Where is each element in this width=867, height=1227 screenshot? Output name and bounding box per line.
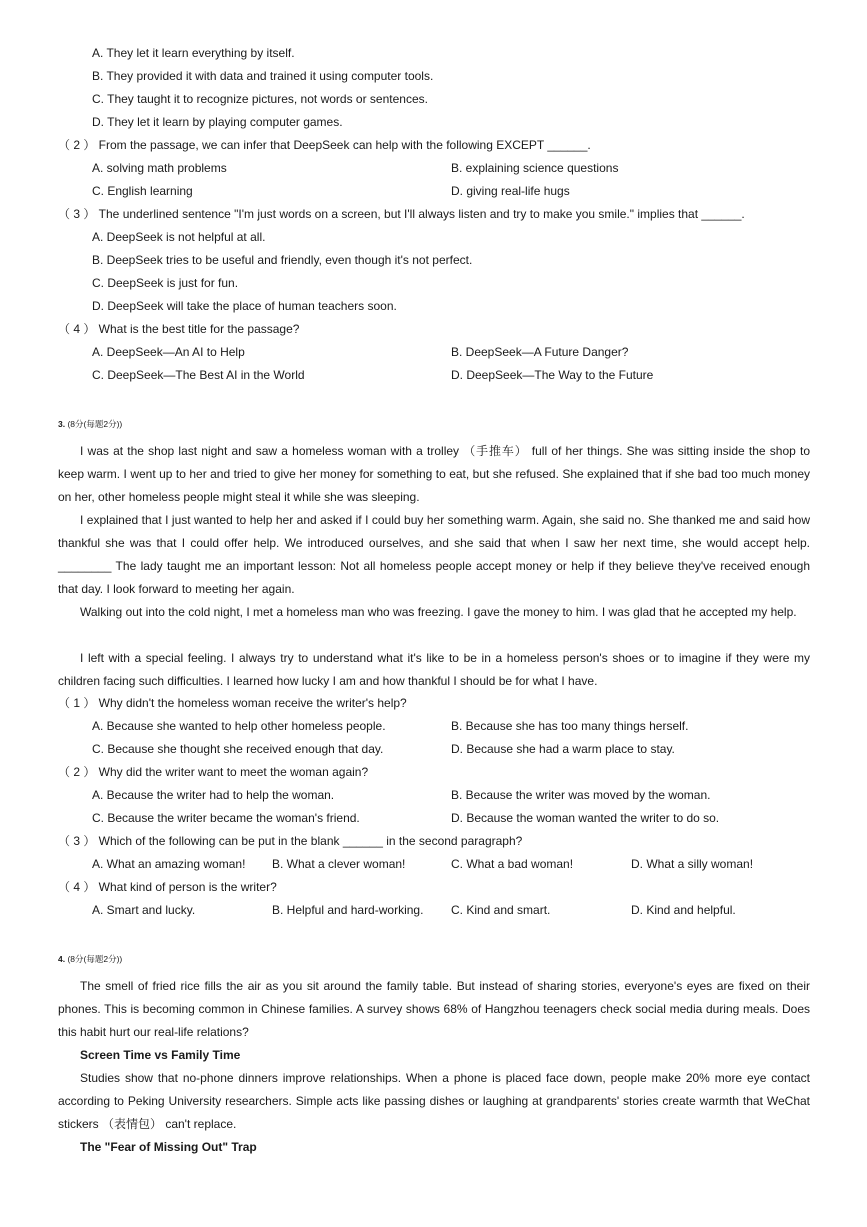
passage-paragraph: The smell of fried rice fills the air as you sit around the family table. But instead of sharing stories, everyone's eyes are fixed on their phones. This is becoming common in Chinese families. A survey shows 68% of Hangzhou teenagers check social media during meals. Does this habit hurt our real-life relations? (58, 979, 810, 1039)
passage-paragraph: I left with a special feeling. I always try to understand what it's like to be in a homeless person's shoes or to imagine if they were my children facing such difficulties. I learned how lucky I am and how thankful I should be for what I have. (58, 651, 810, 688)
option-a: A. They let it learn everything by itself. (92, 46, 295, 60)
option-c: C. Kind and smart. (451, 903, 551, 917)
option-c: C. Because she thought she received enough that day. (92, 742, 384, 756)
question-stem: （ 3 ） Which of the following can be put in the blank ______ in the second paragraph? (58, 834, 523, 848)
question-stem: （ 2 ） From the passage, we can infer that DeepSeek can help with the following EXCEPT ______. (58, 138, 591, 152)
passage-subheading: The "Fear of Missing Out" Trap (80, 1140, 257, 1154)
question-stem: （ 1 ） Why didn't the homeless woman receive the writer's help? (58, 696, 407, 710)
option-d: D. They let it learn by playing computer games. (92, 115, 343, 129)
option-d: D. What a silly woman! (631, 857, 754, 871)
passage-paragraph: Studies show that no-phone dinners improve relationships. When a phone is placed face down, people make 20% more eye contact according to Peking University researchers. Simple acts like passing dishes or laughing at grandparents' stories create warmth that WeChat stickers （表情包） can't replace. (58, 1071, 810, 1131)
option-d: D. DeepSeek—The Way to the Future (451, 368, 654, 382)
option-a: A. What an amazing woman! (92, 857, 246, 871)
option-b: B. Because she has too many things herself. (451, 719, 689, 733)
option-c: C. Because the writer became the woman's friend. (92, 811, 360, 825)
option-a: A. solving math problems (92, 161, 227, 175)
option-c: C. They taught it to recognize pictures, not words or sentences. (92, 92, 428, 106)
option-a: A. Because she wanted to help other homeless people. (92, 719, 386, 733)
option-b: B. DeepSeek—A Future Danger? (451, 345, 629, 359)
option-d: D. Kind and helpful. (631, 903, 736, 917)
question-stem: （ 4 ） What is the best title for the passage? (58, 322, 300, 336)
option-c: C. What a bad woman! (451, 857, 574, 871)
section-score: (8分(每题2分)) (67, 954, 123, 964)
option-d: D. Because she had a warm place to stay. (451, 742, 675, 756)
question-stem: （ 3 ） The underlined sentence "I'm just words on a screen, but I'll always listen and try to make you smile." implies that ______. (58, 207, 745, 221)
option-a: A. Because the writer had to help the woman. (92, 788, 335, 802)
option-a: A. DeepSeek—An AI to Help (92, 345, 245, 359)
option-a: A. Smart and lucky. (92, 903, 196, 917)
passage-paragraph: Walking out into the cold night, I met a homeless man who was freezing. I gave the money to him. I was glad that he accepted my help. (80, 605, 797, 619)
section-number: 4. (58, 954, 66, 964)
question-stem: （ 4 ） What kind of person is the writer? (58, 880, 277, 894)
question-stem: （ 2 ） Why did the writer want to meet the woman again? (58, 765, 369, 779)
option-b: B. DeepSeek tries to be useful and friendly, even though it's not perfect. (92, 253, 473, 267)
option-b: B. Because the writer was moved by the woman. (451, 788, 711, 802)
option-a: A. DeepSeek is not helpful at all. (92, 230, 266, 244)
section-header (58, 418, 122, 430)
option-d: D. DeepSeek will take the place of human teachers soon. (92, 299, 397, 313)
section-number: 3. (58, 419, 66, 429)
option-c: C. English learning (92, 184, 193, 198)
option-c: C. DeepSeek—The Best AI in the World (92, 368, 305, 382)
option-b: B. They provided it with data and trained it using computer tools. (92, 69, 434, 83)
option-b: B. What a clever woman! (272, 857, 406, 871)
option-b: B. Helpful and hard-working. (272, 903, 424, 917)
option-c: C. DeepSeek is just for fun. (92, 276, 239, 290)
option-d: D. Because the woman wanted the writer to do so. (451, 811, 720, 825)
option-b: B. explaining science questions (451, 161, 619, 175)
passage-paragraph: I was at the shop last night and saw a homeless woman with a trolley （手推车） full of her things. She was sitting inside the shop to keep warm. I went up to her and tried to give her money for something to eat, but she refused. She explained that if she bad too much money on her, other homeless people might steal it while she was sleeping. (58, 444, 810, 504)
passage-subheading: Screen Time vs Family Time (80, 1048, 241, 1062)
passage-paragraph: I explained that I just wanted to help her and asked if I could buy her something warm. Again, she said no. She thanked me and said how thankful she was that I could offer help. We introduced ourselves, and she said that when I saw her next time, she would accept help. ________ The lady taught me an important lesson: Not all homeless people accept money or help if they believe they've received enough that day. I look forward to meeting her again. (58, 513, 810, 596)
section-header (58, 953, 122, 965)
section-score: (8分(每题2分)) (67, 419, 123, 429)
option-d: D. giving real-life hugs (451, 184, 570, 198)
